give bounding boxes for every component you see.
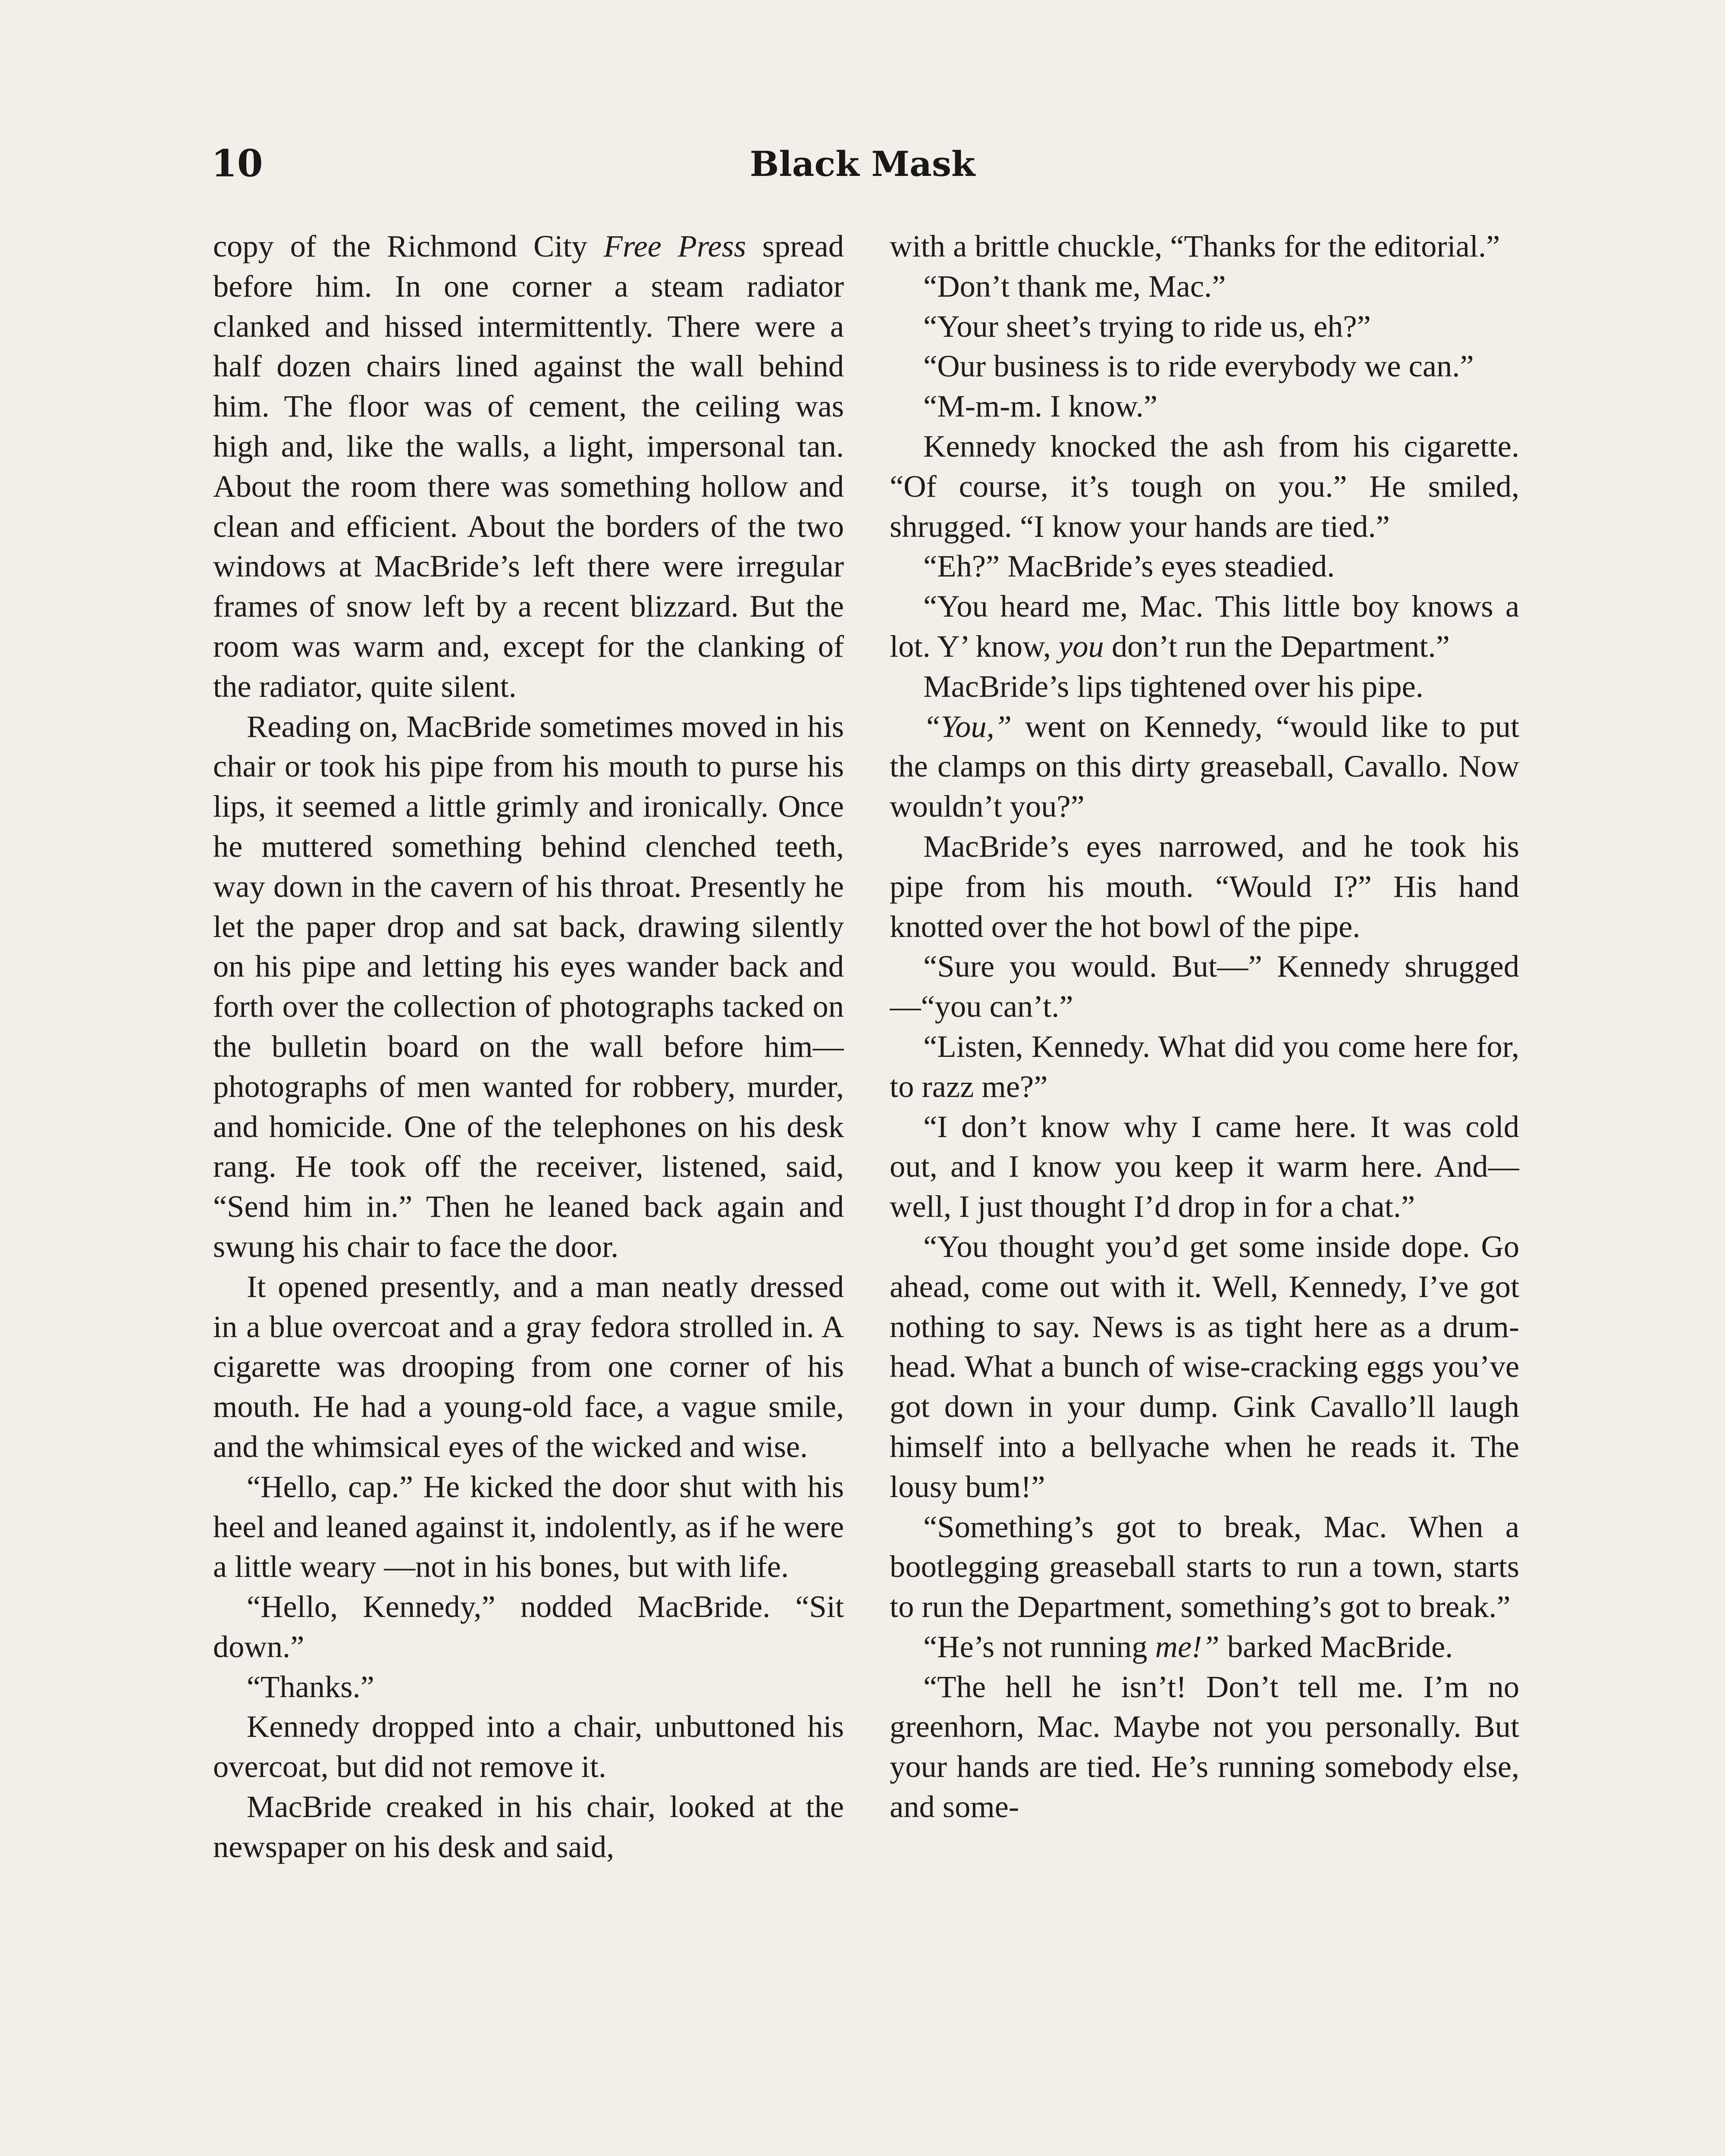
- paragraph: [213, 1667, 844, 1707]
- left-text-column: [213, 226, 844, 2156]
- paragraph-text: “I don’t know why I came here. It was cold out, and I know you keep it warm here. And—well, I just thought I’d drop in for a chat.”: [890, 1109, 1519, 1224]
- italic-text: me!”: [1155, 1629, 1220, 1664]
- paragraph: [213, 707, 844, 1267]
- paragraph-text: with a brittle chuckle, “Thanks for the editorial.”: [890, 229, 1500, 263]
- paragraph-text: “Don’t thank me, Mac.”: [923, 268, 1226, 304]
- paragraph: [213, 226, 844, 707]
- italic-text: you: [1059, 628, 1104, 664]
- paragraph-text: “He’s not running: [923, 1629, 1155, 1664]
- paragraph-text: “Listen, Kennedy. What did you come here for, to razz me?”: [890, 1028, 1519, 1104]
- paragraph: [890, 1227, 1519, 1507]
- italic-text: Free Press: [603, 229, 746, 263]
- paragraph: [890, 667, 1519, 707]
- paragraph-text: barked MacBride.: [1219, 1629, 1453, 1664]
- right-text-column: [890, 226, 1519, 2156]
- paragraph: [890, 386, 1519, 426]
- paragraph-text: copy of the Richmond City: [213, 229, 604, 263]
- paragraph-text: “Thanks.”: [247, 1669, 374, 1704]
- paragraph-text: Reading on, MacBride sometimes moved in his chair or took his pipe from his mouth to purse his lips, it seemed a little grimly and ironically. Once he muttered something behind clenched teeth, way down in the cavern of his throat. Presently he let the paper drop and sat back, drawing silently on his pipe and letting his eyes wander back and forth over the collection of photographs tacked on the bulletin board on the wall before him—photographs of men wanted for robbery, murder, and homicide. One of the telephones on his desk rang. He took off the receiver, listened, said, “Send him in.” Then he leaned back again and swung his chair to face the door.: [213, 708, 844, 1264]
- page-header: [203, 140, 1522, 196]
- paragraph-text: “Hello, Kennedy,” nodded MacBride. “Sit down.”: [213, 1589, 844, 1664]
- paragraph-text: MacBride’s lips tightened over his pipe.: [923, 668, 1424, 704]
- paragraph-text: “Your sheet’s trying to ride us, eh?”: [923, 308, 1371, 344]
- paragraph-text: Kennedy dropped into a chair, unbuttoned his overcoat, but did not remove it.: [213, 1709, 844, 1784]
- paragraph-text: went on Kennedy, “would like to put the clamps on this dirty greaseball, Cavallo. Now wouldn’t you?”: [890, 708, 1519, 824]
- paragraph: [213, 1787, 844, 1867]
- paragraph-text: “Eh?” MacBride’s eyes steadied.: [923, 548, 1335, 584]
- paragraph: [890, 1507, 1519, 1627]
- paragraph: [890, 586, 1519, 667]
- paragraph: [890, 1027, 1519, 1107]
- paragraph: [890, 1667, 1519, 1827]
- paragraph-text: “You heard me, Mac. This little boy knows a lot. Y’ know,: [890, 589, 1519, 664]
- paragraph-text: Kennedy knocked the ash from his cigarette. “Of course, it’s tough on you.” He smiled, shrugged. “I know your hands are tied.”: [890, 428, 1519, 544]
- paragraph-text: “M-m-m. I know.”: [923, 389, 1157, 424]
- paragraph-text: “You thought you’d get some inside dope. Go ahead, come out with it. Well, Kennedy, I’ve got nothing to say. News is as tight here as a drumhead. What a bunch of wise-cracking eggs you’ve got down in your dump. Gink Cavallo’ll laugh himself into a bellyache when he reads it. The lousy bum!”: [890, 1228, 1519, 1504]
- paragraph: [213, 1267, 844, 1467]
- magazine-title: Black Mask: [750, 144, 975, 184]
- paragraph-text: “Our business is to ride everybody we can.”: [923, 348, 1474, 384]
- paragraph: [213, 1467, 844, 1587]
- paragraph-text: don’t run the Department.”: [1104, 628, 1450, 664]
- paragraph-text: “Something’s got to break, Mac. When a bootlegging greaseball starts to run a town, starts to run the Department, something’s got to break.”: [890, 1509, 1519, 1624]
- italic-text: “You,”: [923, 708, 1012, 744]
- paragraph-text: “The hell he isn’t! Don’t tell me. I’m no greenhorn, Mac. Maybe not you personally. But your hands are tied. He’s running somebody else, and some-: [890, 1669, 1519, 1824]
- paragraph: [213, 1587, 844, 1667]
- paragraph: [890, 1107, 1519, 1227]
- paragraph-text: MacBride’s eyes narrowed, and he took his pipe from his mouth. “Would I?” His hand knotted over the hot bowl of the pipe.: [890, 828, 1519, 944]
- paragraph-text: “Hello, cap.” He kicked the door shut with his heel and leaned against it, indolently, as if he were a little weary —not in his bones, but with life.: [213, 1469, 844, 1584]
- paragraph: [890, 546, 1519, 586]
- paragraph-text: spread before him. In one corner a steam radiator clanked and hissed intermittently. There were a half dozen chairs lined against the wall behind him. The floor was of cement, the ceiling was high and, like the walls, a light, impersonal tan. About the room there was something hollow and clean and efficient. About the borders of the two windows at MacBride’s left there were irregular frames of snow left by a recent blizzard. But the room was warm and, except for the clanking of the radiator, quite silent.: [213, 229, 844, 704]
- paragraph: [890, 226, 1519, 266]
- paragraph: [890, 707, 1519, 827]
- paragraph: [890, 346, 1519, 386]
- paragraph: [890, 307, 1519, 347]
- paragraph: [890, 426, 1519, 546]
- paragraph: [890, 827, 1519, 946]
- paragraph-text: “Sure you would. But—” Kennedy shrugged—“you can’t.”: [890, 949, 1519, 1024]
- paragraph: [890, 946, 1519, 1027]
- paragraph: [890, 1627, 1519, 1667]
- paragraph-text: MacBride creaked in his chair, looked at the newspaper on his desk and said,: [213, 1789, 844, 1864]
- paragraph-text: It opened presently, and a man neatly dressed in a blue overcoat and a gray fedora strolled in. A cigarette was drooping from one corner of his mouth. He had a young-old face, a vague smile, and the whimsical eyes of the wicked and wise.: [213, 1269, 844, 1464]
- paragraph: [890, 266, 1519, 307]
- paragraph: [213, 1707, 844, 1787]
- page-number: 10: [211, 142, 263, 185]
